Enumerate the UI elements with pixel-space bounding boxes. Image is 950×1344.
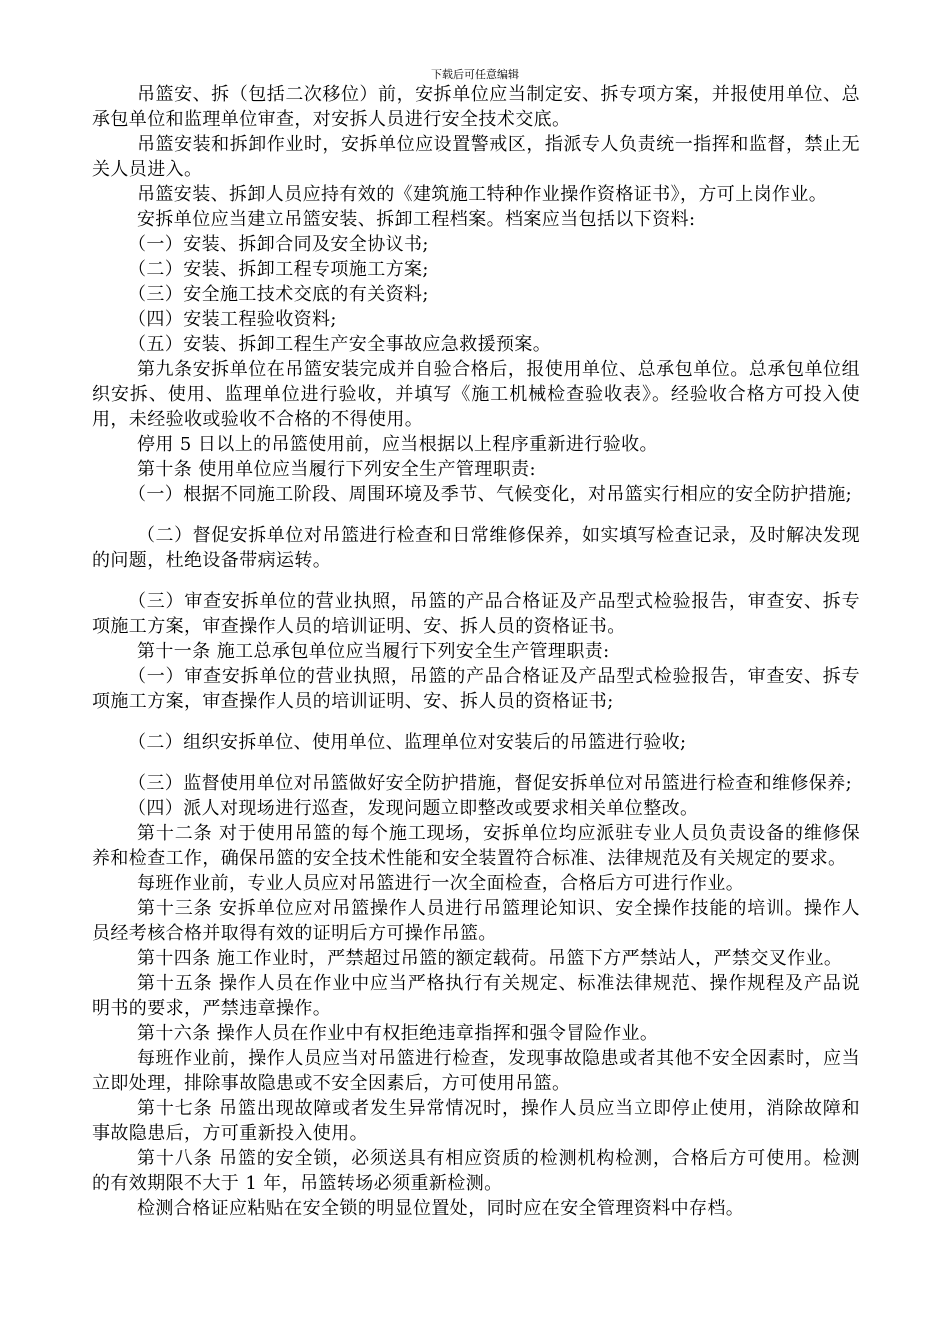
list-item: （三）安全施工技术交底的有关资料; <box>128 284 429 305</box>
article-paragraph: 第十五条 操作人员在作业中应当严格执行有关规定、标准法律规范、操作规程及产品说明书的要求，严禁违章操作。 <box>92 973 860 1019</box>
article-paragraph: 第十七条 吊篮出现故障或者发生异常情况时，操作人员应当立即停止使用，消除故障和事故隐患后，方可重新投入使用。 <box>92 1098 860 1144</box>
list-item: （一）审查安拆单位的营业执照，吊篮的产品合格证及产品型式检验报告，审查安、拆专项施工方案，审查操作人员的培训证明、安、拆人员的资格证书; <box>92 666 860 712</box>
list-item: （五）安装、拆卸工程生产安全事故应急救援预案。 <box>128 334 552 355</box>
list-item: （二）督促安拆单位对吊篮进行检查和日常维修保养，如实填写检查记录，及时解决发现的问题，杜绝设备带病运转。 <box>92 525 860 571</box>
article-paragraph: 第十三条 安拆单位应对吊篮操作人员进行吊篮理论知识、安全操作技能的培训。操作人员经考核合格并取得有效的证明后方可操作吊篮。 <box>92 898 860 944</box>
paragraph: 吊篮安、拆（包括二次移位）前，安拆单位应当制定安、拆专项方案，并报使用单位、总承包单位和监理单位审查，对安拆人员进行安全技术交底。 <box>92 84 860 130</box>
page-header: 下载后可任意编辑 <box>431 68 519 81</box>
list-item: （三）监督使用单位对吊篮做好安全防护措施，督促安拆单位对吊篮进行检查和维修保养; <box>128 773 853 794</box>
list-item: （一）安装、拆卸合同及安全协议书; <box>128 234 429 255</box>
list-item: （二）组织安拆单位、使用单位、监理单位对安装后的吊篮进行验收; <box>128 732 687 753</box>
list-item: （四）安装工程验收资料; <box>128 309 337 330</box>
list-item: （一）根据不同施工阶段、周围环境及季节、气候变化，对吊篮实行相应的安全防护措施; <box>128 484 853 505</box>
list-item: （四）派人对现场进行巡查，发现问题立即整改或要求相关单位整改。 <box>128 798 699 819</box>
article-paragraph: 第十四条 施工作业时，严禁超过吊篮的额定载荷。吊篮下方严禁站人，严禁交叉作业。 <box>137 948 843 969</box>
paragraph: 每班作业前，专业人员应对吊篮进行一次全面检查，合格后方可进行作业。 <box>137 873 745 894</box>
paragraph: 吊篮安装、拆卸人员应持有效的《建筑施工特种作业操作资格证书》，方可上岗作业。 <box>137 184 828 205</box>
paragraph: 停用 5 日以上的吊篮使用前，应当根据以上程序重新进行验收。 <box>137 434 658 455</box>
paragraph: 每班作业前，操作人员应当对吊篮进行检查，发现事故隐患或者其他不安全因素时，应当立即处理，排除事故隐患或不安全因素后，方可使用吊篮。 <box>92 1048 860 1094</box>
paragraph: 安拆单位应当建立吊篮安装、拆卸工程档案。档案应当包括以下资料: <box>137 209 696 230</box>
article-paragraph: 第十六条 操作人员在作业中有权拒绝违章指挥和强令冒险作业。 <box>137 1023 659 1044</box>
article-heading: 第十一条 施工总承包单位应当履行下列安全生产管理职责: <box>137 641 610 662</box>
paragraph: 检测合格证应粘贴在安全锁的明显位置处，同时应在安全管理资料中存档。 <box>137 1198 745 1219</box>
list-item: （三）审查安拆单位的营业执照，吊篮的产品合格证及产品型式检验报告，审查安、拆专项施工方案，审查操作人员的培训证明、安、拆人员的资格证书。 <box>92 591 860 637</box>
article-paragraph: 第九条安拆单位在吊篮安装完成并自验合格后，报使用单位、总承包单位。总承包单位组织安拆、使用、监理单位进行验收，并填写《施工机械检查验收表》。经验收合格方可投入使用，未经验收或验收不合格的不得使用。 <box>92 359 860 430</box>
article-paragraph: 第十八条 吊篮的安全锁，必须送具有相应资质的检测机构检测，合格后方可使用。检测的有效期限不大于 1 年，吊篮转场必须重新检测。 <box>92 1148 860 1194</box>
list-item: （二）安装、拆卸工程专项施工方案; <box>128 259 429 280</box>
paragraph: 吊篮安装和拆卸作业时，安拆单位应设置警戒区，指派专人负责统一指挥和监督，禁止无关人员进入。 <box>92 134 860 180</box>
article-paragraph: 第十二条 对于使用吊篮的每个施工现场，安拆单位均应派驻专业人员负责设备的维修保养和检查工作，确保吊篮的安全技术性能和安全装置符合标准、法律规范及有关规定的要求。 <box>92 823 860 869</box>
article-heading: 第十条 使用单位应当履行下列安全生产管理职责: <box>137 459 536 480</box>
document-body <box>92 82 860 1221</box>
